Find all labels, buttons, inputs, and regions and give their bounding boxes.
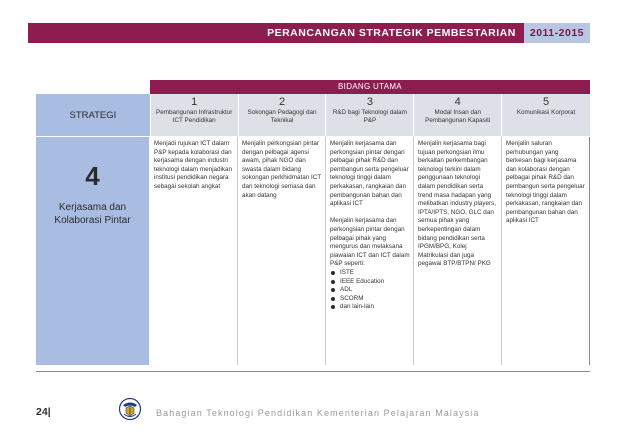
column-header-4 xyxy=(414,94,502,136)
bullet-icon xyxy=(331,305,335,309)
table-bottom-border xyxy=(36,371,590,372)
year-range-badge: 2011-2015 xyxy=(524,23,590,43)
cell-sokongan xyxy=(238,137,326,365)
header-bar xyxy=(28,23,590,43)
strategi-header: STRATEGI xyxy=(36,94,151,136)
list-item-label: SCORM xyxy=(340,294,364,302)
cell-text: Menjalin kerjasama dan perkongsian pintar dengan pelbagai pihak R&D dan pembangun serta pengeluar teknologi tinggi dalam perkakasan, rangkaian dan pembangunan bahan dan aplikasi ICT xyxy=(330,140,409,208)
table-row xyxy=(36,136,590,365)
cell-text: Menjalin perkongsian pintar dengan pelbagai agensi awam, pihak NGO dan swasta dalam bidang sokongan perkhidmatan ICT dan teknologi semasa dan akan datang xyxy=(242,140,321,199)
cell-text: Menjalin saluran perhubungan yang berkesan bagi kerjasama dan kolaborasi dengan pelbagai pihak R&D dan pembangun serta pengeluar teknologi tinggi dalam perkakasan, rangkaian dan pembangunan bahan dan aplikasi ICT xyxy=(506,140,585,225)
bidang-utama-header: BIDANG UTAMA xyxy=(150,80,590,94)
cell-modal-insan xyxy=(414,137,502,365)
column-header-3 xyxy=(326,94,414,136)
column-header-5 xyxy=(502,94,590,136)
bullet-icon xyxy=(331,288,335,292)
cell-text: Menjadi rujukan ICT dalam P&P kepada kolaborasi dan kerjasama dengan industri teknologi dalam menjadikan institusi pendidikan negara sebagai sekolah angkat xyxy=(154,140,233,190)
page-number: 24| xyxy=(36,406,51,418)
footer-text: Bahagian Teknologi Pendidikan Kementerian Pelajaran Malaysia xyxy=(156,408,480,418)
column-number: 2 xyxy=(278,96,286,108)
bullet-icon xyxy=(331,297,335,301)
column-number: 5 xyxy=(543,96,550,108)
column-label: Pembangunan Infrastruktur ICT Pendidikan xyxy=(156,109,233,124)
standards-list xyxy=(330,269,410,312)
list-item xyxy=(330,295,410,304)
cell-rnd xyxy=(326,137,414,365)
strategy-name: Kerjasama dan Kolaborasi Pintar xyxy=(54,202,131,226)
column-label: Modal Insan dan Pembangunan Kapasiti xyxy=(425,109,491,124)
bullet-icon xyxy=(331,280,335,284)
list-item-label: ISTE xyxy=(340,268,354,276)
column-number: 3 xyxy=(366,96,373,108)
column-number: 4 xyxy=(454,96,461,108)
list-item-label: dan lain-lain xyxy=(340,303,374,311)
cell-text: Menjalin kerjasama dan perkongsian pintar dengan pelbagai pihak yang mengurus dan melaksana piawaian ICT dan ICT dalam P&P seperti: xyxy=(330,217,410,268)
strategy-cell xyxy=(36,137,150,365)
list-item xyxy=(330,286,410,295)
bullet-icon xyxy=(331,271,335,275)
column-label: Komunikasi Korporat xyxy=(516,109,576,116)
list-item-label: IEEE Education xyxy=(340,277,385,285)
list-item xyxy=(330,269,410,278)
column-label: R&D bagi Teknologi dalam P&P xyxy=(332,109,407,124)
strategy-number: 4 xyxy=(85,161,100,191)
column-header-row xyxy=(36,94,590,136)
cell-infrastruktur xyxy=(150,137,238,365)
cell-komunikasi xyxy=(502,137,590,365)
page-footer xyxy=(36,403,596,423)
ministry-crest-icon xyxy=(118,397,142,421)
column-number: 1 xyxy=(191,96,198,108)
list-item-label: ADL xyxy=(340,286,353,294)
column-label: Sokongan Pedagogi dan Teknikal xyxy=(247,109,317,124)
list-item xyxy=(330,278,410,287)
column-header-1 xyxy=(151,94,239,136)
page-title: PERANCANGAN STRATEGIK PEMBESTARIAN xyxy=(267,27,516,39)
column-header-2 xyxy=(239,94,327,136)
list-item xyxy=(330,303,410,312)
cell-text: Menjalin kerjasama bagi tujuan perkongsian ilmu berkaitan perkembangan teknologi terkini dalam penggunaan teknologi dalam pendidikan serta trend masa hadapan yang melibatkan industry players, IPTA/IPTS, NGO, GLC dan semua pihak yang berkepentingan dalam bidang pendidikan serta IPGM/BPG, Kolej Matrikulasi dan juga pegawai BTP/BTPN/ PKG xyxy=(418,140,497,268)
strategy-table xyxy=(36,80,590,365)
